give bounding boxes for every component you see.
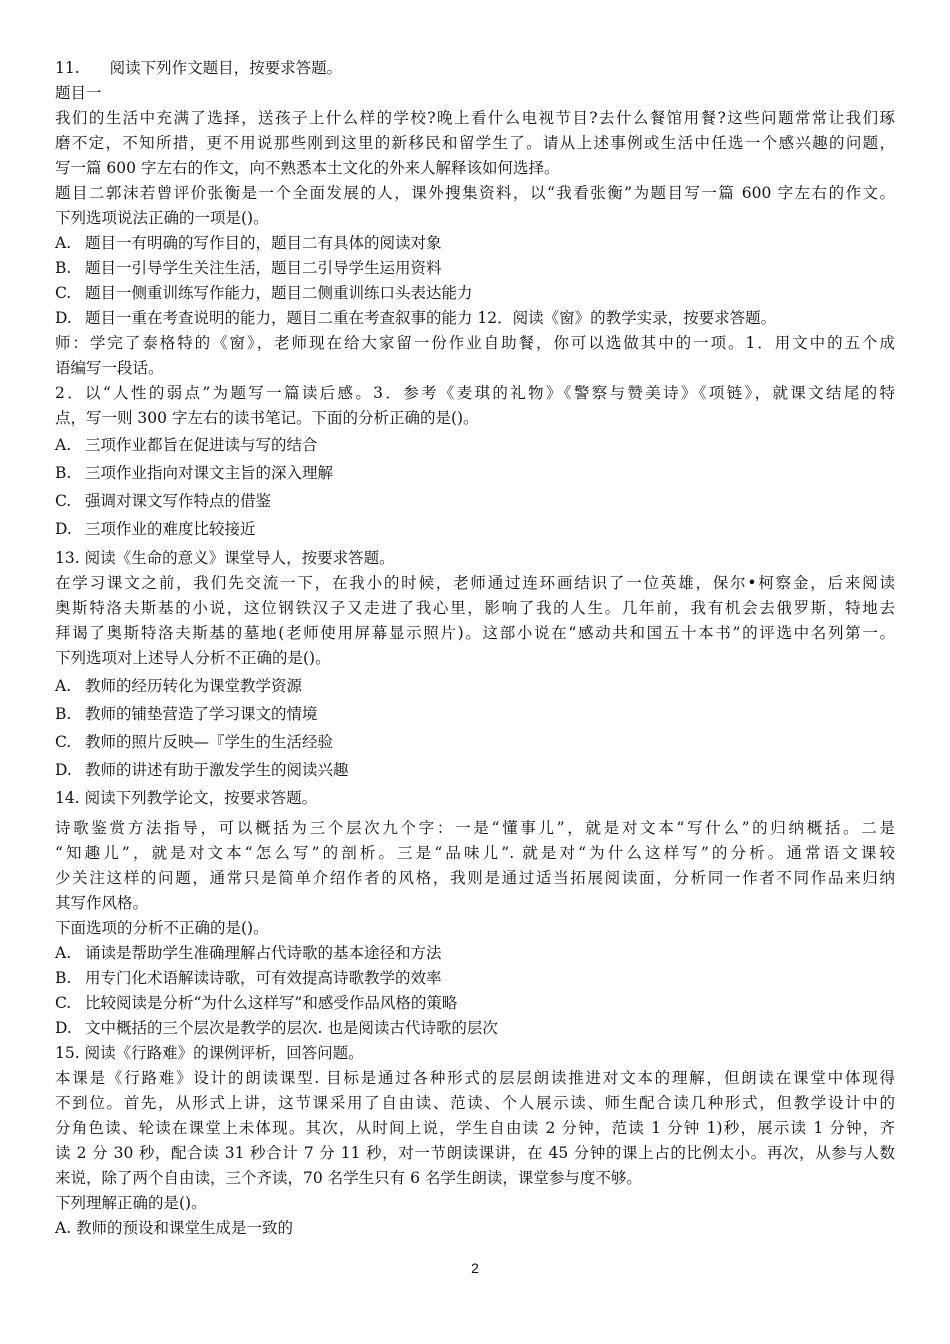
option-text: 三项作业的难度比较接近 — [85, 520, 256, 538]
q15-line: 本课是《行路难》设计的朗读课型. 目标是通过各种形式的层层朗读推进对文本的理解，但朗读在课堂中体现得 — [55, 1069, 895, 1087]
q12-line: 师：学完了泰格特的《窗》，老师现在给大家留一份作业自助餐，你可以选做其中的一项。1．用文中的五个成 — [55, 334, 895, 352]
option-text: 比较阅读是分析“为什么这样写”和感受作品风格的策略 — [85, 994, 458, 1012]
q11-option-c — [55, 283, 473, 303]
q11-option-b — [55, 258, 442, 278]
option-letter: B. — [55, 259, 72, 277]
q12-line: 语编写一段话。 — [55, 359, 164, 377]
q12-option-d — [55, 519, 256, 539]
option-letter: C. — [55, 994, 72, 1012]
option-letter: D. — [55, 1019, 72, 1037]
q13-option-a — [55, 676, 302, 696]
option-text: 教师的铺垫营造了学习课文的情境 — [85, 705, 318, 723]
q12-option-b — [55, 463, 333, 483]
q15-line: 分角色读、轮读在课堂上未体现。其次，从时间上说，学生自由读 2 分钟，范读 1 分钟 1)秒，展示读 1 分钟，齐 — [55, 1119, 895, 1137]
option-text: 教师的经历转化为课堂教学资源 — [85, 677, 303, 695]
option-letter: B. — [55, 464, 72, 482]
q11-topic1-label: 题目一 — [55, 84, 102, 102]
option-letter: C. — [55, 284, 72, 302]
option-letter: A. — [55, 234, 72, 252]
option-text: 题目一重在考查说明的能力，题目二重在考查叙事的能力 12．阅读《窗》的教学实录，按要求答题。 — [85, 309, 777, 327]
option-text: 教师的照片反映—『学生的生活经验 — [85, 733, 334, 751]
q11-topic1-line: 我们的生活中充满了选择，送孩子上什么样的学校?晚上看什么电视节目?去什么餐馆用餐?这些问题常常让我们琢 — [55, 109, 895, 127]
q11-question: 下列选项说法正确的一项是()。 — [55, 209, 269, 227]
option-text: 三项作业指向对课文主旨的深入理解 — [85, 464, 334, 482]
q14-option-d — [55, 1018, 498, 1038]
q15-question: 下列理解正确的是()。 — [55, 1194, 207, 1212]
q14-option-c — [55, 993, 457, 1013]
option-letter: C. — [55, 492, 72, 510]
q15-line: 读 2 分 30 秒，配合读 31 秒合计 7 分 11 秒，对一节朗读课讲，在 45 分钟的课上占的比例太小。再次，从参与人数 — [55, 1144, 895, 1162]
option-letter: D. — [55, 520, 72, 538]
q14-line: 少关注这样的问题，通常只是简单介绍作者的风格，我则是通过适当拓展阅读面，分析同一作者不同作品来归纳 — [55, 869, 895, 887]
q14-line: “知趣儿”，就是对文本“怎么写”的剖析。三是“品味儿”. 就是对“为什么这样写”的分析。通常语文课较 — [55, 844, 895, 862]
q12-line: 点，写一则 300 字左右的读书笔记。下面的分析正确的是()。 — [55, 409, 479, 427]
q13-question: 下列选项对上述导人分析不正确的是()。 — [55, 649, 331, 667]
option-letter: D. — [55, 761, 72, 779]
option-letter: D. — [55, 309, 72, 327]
option-letter: A. — [55, 944, 72, 962]
q15-option-a: A. 教师的预设和课堂生成是一致的 — [55, 1219, 294, 1237]
q13-option-c — [55, 732, 333, 752]
q13-option-b — [55, 704, 318, 724]
option-text: 文中概括的三个层次是教学的层次. 也是阅读古代诗歌的层次 — [85, 1019, 498, 1037]
q11-topic1-line: 写一篇 600 字左右的作文，向不熟悉本土文化的外来人解释该如何选择。 — [55, 159, 560, 177]
q11-number: 11. — [55, 59, 80, 77]
q11-topic2-line: 题目二郭沫若曾评价张衡是一个全面发展的人，课外搜集资料，以“我看张衡”为题目写一篇 600 字左右的作文。 — [55, 184, 895, 202]
q12-option-a — [55, 435, 318, 455]
q11-header — [55, 58, 342, 78]
q14-option-a — [55, 943, 442, 963]
q14-line: 诗歌鉴赏方法指导，可以概括为三个层次九个字：一是“懂事儿”，就是对文本“写什么”的归纳概括。二是 — [55, 819, 895, 837]
option-text: 题目一侧重训练写作能力，题目二侧重训练口头表达能力 — [85, 284, 473, 302]
q13-option-d — [55, 760, 349, 780]
option-letter: A. — [55, 677, 72, 695]
option-text: 教师的讲述有助于激发学生的阅读兴趣 — [85, 761, 349, 779]
option-text: 题目一引导学生关注生活，题目二引导学生运用资料 — [85, 259, 442, 277]
q13-line: 拜谒了奥斯特洛夫斯基的墓地(老师使用屏幕显示照片)。这部小说在“感动共和国五十本书”的评选中名列第一。 — [55, 624, 895, 642]
q12-line: 2．以“人性的弱点”为题写一篇读后感。3．参考《麦琪的礼物》《警察与赞美诗》《项链》，就课文结尾的特 — [55, 384, 895, 402]
option-text: 题目一有明确的写作目的，题目二有具体的阅读对象 — [85, 234, 442, 252]
q11-option-a — [55, 233, 442, 253]
page-number: 2 — [471, 1260, 479, 1276]
q14-header: 14. 阅读下列教学论文，按要求答题。 — [55, 789, 318, 807]
option-text: 诵读是帮助学生准确理解占代诗歌的基本途径和方法 — [85, 944, 442, 962]
q15-line: 不到位。首先，从形式上讲，这节课采用了自由读、范读、个人展示读、师生配合读几种形式，但教学设计中的 — [55, 1094, 895, 1112]
option-text: 强调对课文写作特点的借鉴 — [85, 492, 272, 510]
option-text: 用专门化术语解读诗歌，可有效提高诗歌教学的效率 — [85, 969, 442, 987]
option-letter: B. — [55, 705, 72, 723]
q15-line: 来说，除了两个自由读，三个齐读，70 名学生只有 6 名学生朗读，课堂参与度不够。 — [55, 1169, 642, 1187]
q11-prompt: 阅读下列作文题目，按要求答题。 — [109, 59, 343, 77]
q12-option-c — [55, 491, 271, 511]
q14-option-b — [55, 968, 442, 988]
q11-option-d — [55, 308, 776, 328]
q15-header: 15. 阅读《行路难》的课例评析，回答问题。 — [55, 1044, 364, 1062]
option-letter: C. — [55, 733, 72, 751]
option-text: 三项作业都旨在促进读与写的结合 — [85, 436, 318, 454]
q13-header: 13. 阅读《生命的意义》课堂导人，按要求答题。 — [55, 549, 395, 567]
option-letter: A. — [55, 436, 72, 454]
q13-line: 奥斯特洛夫斯基的小说，这位钢铁汉子又走进了我心里，影响了我的人生。几年前，我有机会去俄罗斯，特地去 — [55, 599, 895, 617]
q11-topic1-line: 磨不定，不知所措，更不用说那些刚到这里的新移民和留学生了。请从上述事例或生活中任选一个感兴趣的问题， — [55, 134, 895, 152]
q14-question: 下面选项的分析不正确的是()。 — [55, 919, 269, 937]
option-letter: B. — [55, 969, 72, 987]
q13-line: 在学习课文之前，我们先交流一下，在我小的时候，老师通过连环画结识了一位英雄，保尔•柯察金，后来阅读 — [55, 574, 895, 592]
q14-line: 其写作风格。 — [55, 894, 149, 912]
